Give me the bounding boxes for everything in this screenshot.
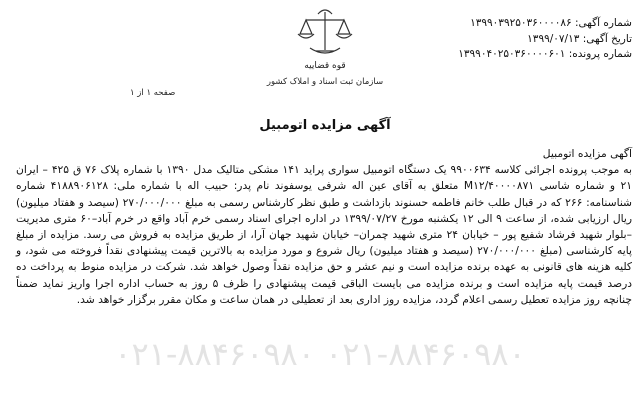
phone-watermark: ۰۲۱-۸۸۴۶۰۹۸۰ ۰۲۱-۸۸۴۶۰۹۸۰	[114, 335, 526, 373]
body-heading: آگهی مزایده اتومبیل	[542, 147, 632, 160]
ad-date: تاریخ آگهی: ۱۳۹۹/۰۷/۱۳	[527, 32, 632, 45]
page-number: صفحه ۱ از ۱	[130, 88, 176, 98]
judiciary-emblem	[250, 4, 400, 100]
emblem-bottom-text: سازمان ثبت اسناد و املاک کشور	[266, 77, 384, 87]
page-title: آگهی مزایده اتومبیل	[259, 118, 391, 133]
judiciary-scales-emblem-icon	[298, 10, 352, 53]
body-paragraph: به موجب پرونده اجرائی کلاسه ۹۹۰۰۶۳۴ یک دستگاه اتومبیل سواری پراید ۱۴۱ مشکی متالیک مدل ۱۳۹۰ با شماره پلاک ۷۶ ق ۴۲۵ – ایران ۲۱ و شماره شاسی M۱۲/۴۰۰۰۰۸۷۱ متعلق به آقای عین اله شرفی یوسفوند نام پدر: حبیب اله با شماره ملی: ۴۱۸۸۹۰۶۱۲۸ شماره شناسنامه: ۲۶۶ که در قبال طلب خانم فاطمه حسنوند بازداشت و طبق نظر کارشناس رسمی به مبلغ ۲۷۰/۰۰۰/۰۰۰ (سیصد و هفتاد میلیون) ریال ارزیابی شده، از ساعت ۹ الی ۱۲ یکشنبه مورخ ۱۳۹۹/۰۷/۲۷ در اداره اجرای اسناد رسمی خرم آباد واقع در خرم آباد–۶۰ متری مدیریت –بلوار شهید فرشاد شفیع پور – خیابان ۲۴ متری شهید چمران– خیابان شهید جهان آرا، از طریق مزایده به فروش می رسد. مزایده از مبلغ پایه کارشناسی (مبلغ ۲۷۰/۰۰۰/۰۰۰ (سیصد و هفتاد میلیون) ریال شروع و مورد مزایده به بالاترین قیمت پیشنهادی نقداً فروخته می شود، و کلیه هزینه های قانونی به عهده برنده مزایده است و نیم عشر و حق مزایده نقداً وصول خواهد شد. شرکت در مزایده منوط به پرداخت ده درصد قیمت پایه مزایده است و برنده مزایده می بایست الباقی قیمت پیشنهادی را ظرف ۵ روز به حساب اداره اجرا واریز نماید ضمناً چنانچه روز مزایده تعطیل رسمی اعلام گردد، مزایده روز اداری بعد از تعطیلی در همان ساعت و مکان مقرر برگزار خواهد شد.	[16, 163, 633, 306]
notice-meta	[432, 16, 632, 63]
ad-number: شماره آگهی: ۱۳۹۹۰۳۹۲۵۰۳۶۰۰۰۰۸۶	[470, 17, 632, 29]
emblem-top-text: قوه قضاییه	[304, 61, 346, 71]
case-number: شماره پرونده: ۱۳۹۹۰۴۰۲۵۰۳۶۰۰۰۰۶۰۱	[458, 48, 632, 60]
notice-body	[16, 146, 632, 308]
